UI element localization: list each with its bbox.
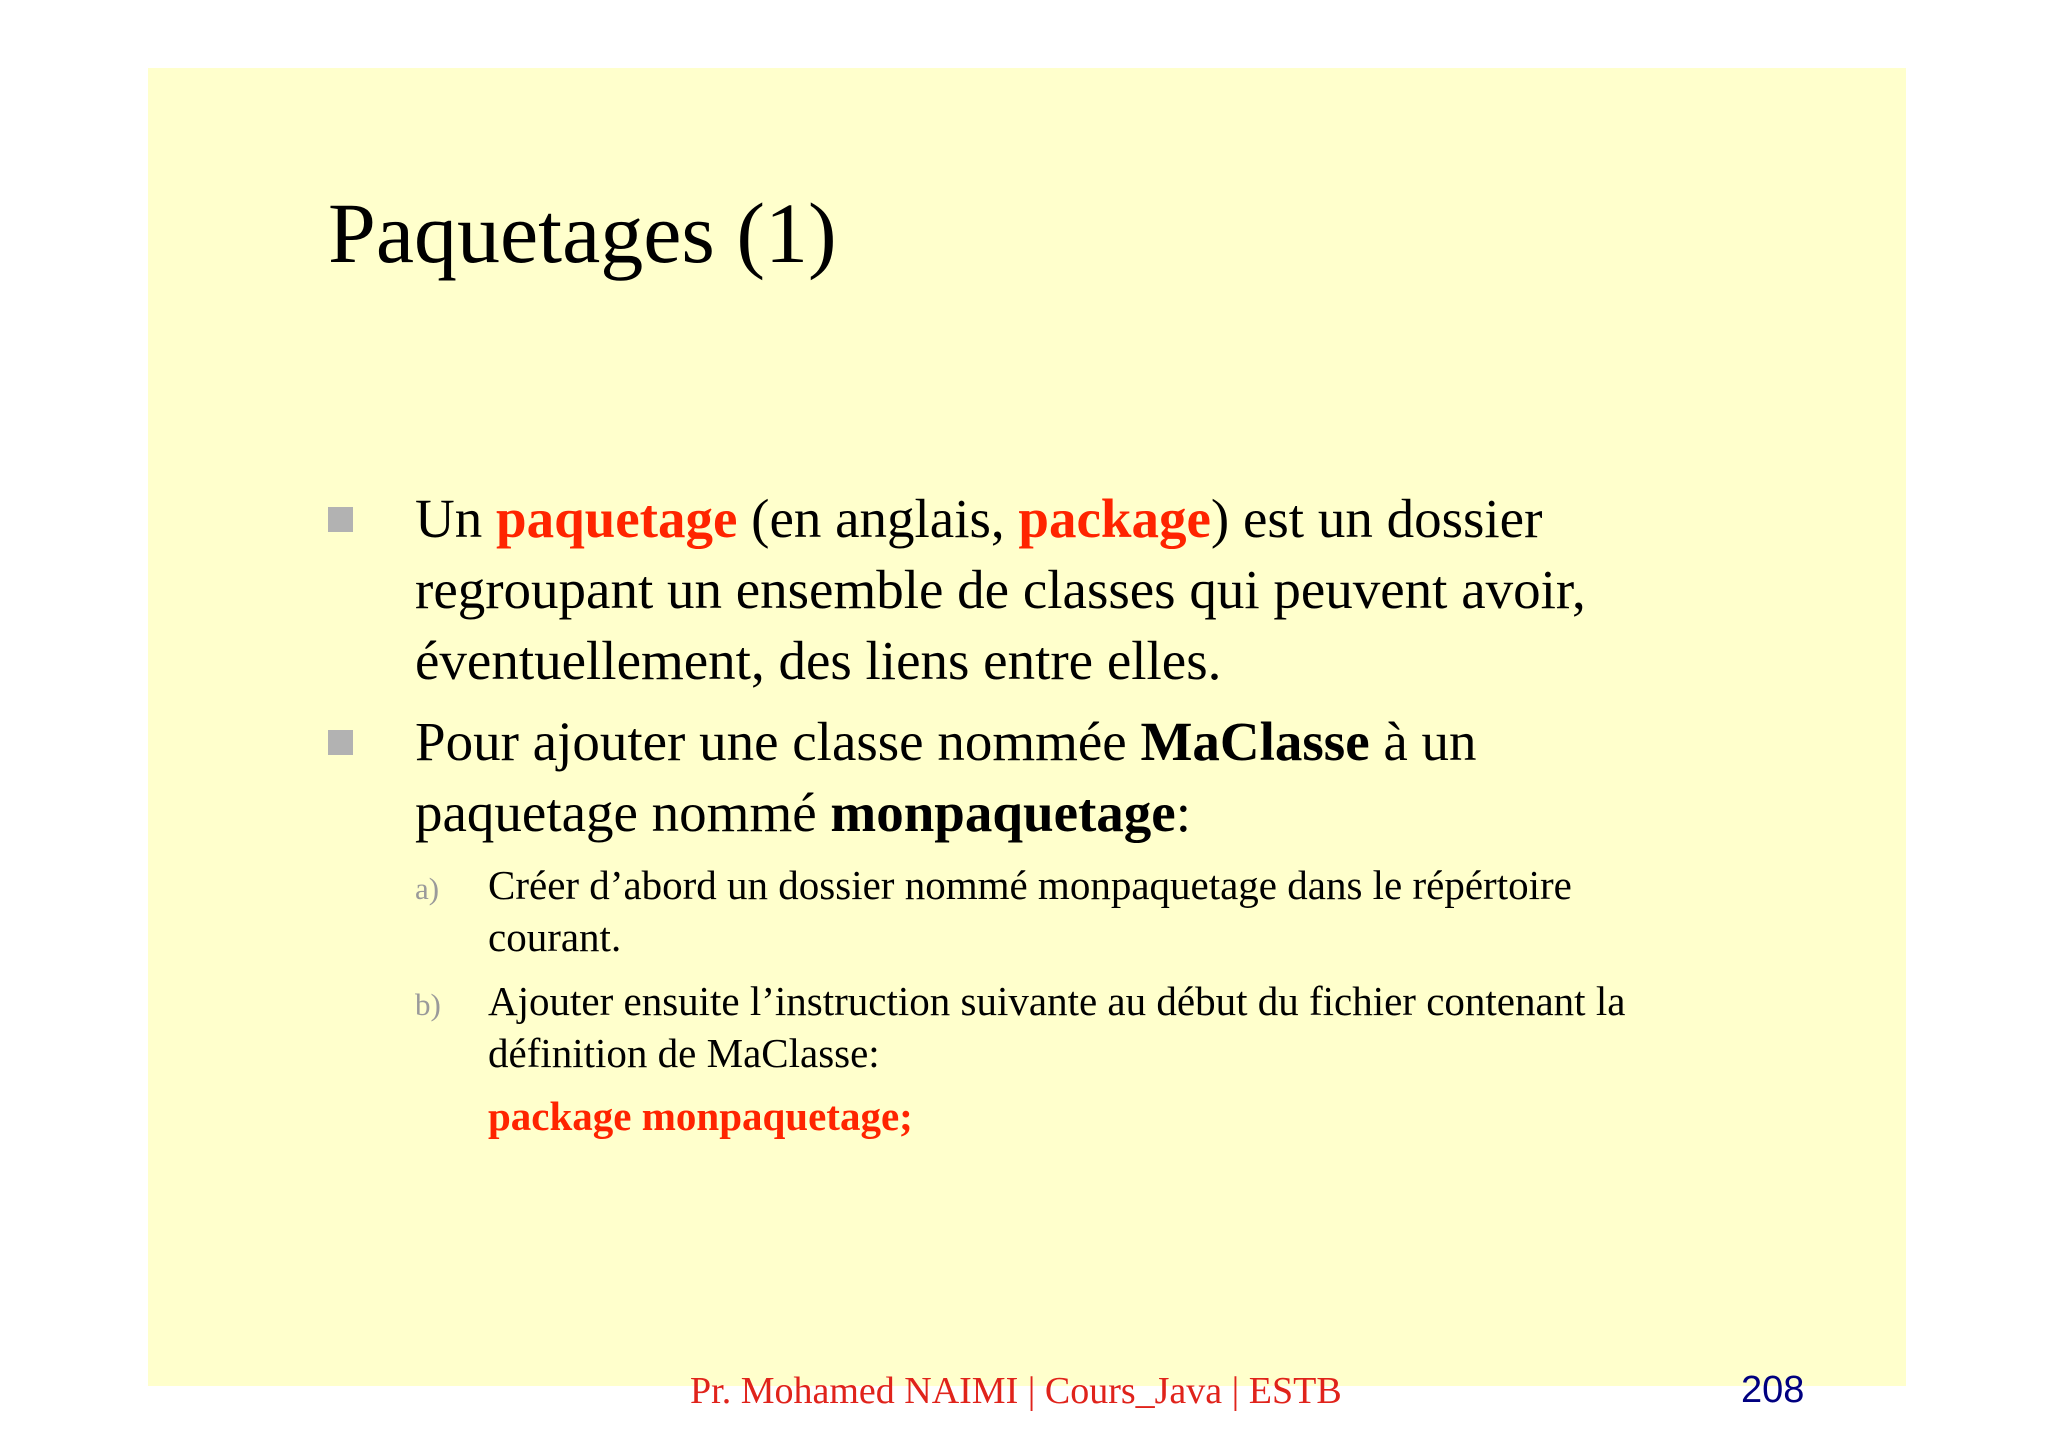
- text-span: (en anglais,: [737, 488, 1019, 549]
- bullet-line: regroupant un ensemble de classes qui peuvent avoir,: [415, 559, 1586, 620]
- text-span: :: [1175, 782, 1191, 843]
- bullet-line: [415, 483, 1586, 554]
- text-span: paquetage nommé: [415, 782, 831, 843]
- sub-item-line: Créer d’abord un dossier nommé monpaquetage dans le répértoire: [488, 862, 1572, 908]
- text-span: Un: [415, 488, 496, 549]
- page-number: 208: [1741, 1369, 1805, 1411]
- sub-item-line: Ajouter ensuite l’instruction suivante au début du fichier contenant la: [488, 978, 1626, 1024]
- bullet-line: éventuellement, des liens entre elles.: [415, 630, 1222, 691]
- highlight-term: paquetage: [495, 488, 738, 549]
- sub-item-text: [488, 975, 1625, 1079]
- highlight-term: package: [1018, 488, 1211, 549]
- text-span: Pour ajouter une classe nommée: [415, 711, 1141, 772]
- bold-term: monpaquetage: [830, 782, 1176, 843]
- bullet-line: [415, 777, 1477, 848]
- bullet-text: [415, 483, 1586, 696]
- sub-item-marker: b): [415, 987, 441, 1022]
- code-statement: package monpaquetage;: [488, 1093, 913, 1139]
- text-span: à un: [1369, 711, 1477, 772]
- square-bullet-icon: [328, 730, 353, 755]
- sub-item-text: [488, 859, 1572, 963]
- bold-term: MaClasse: [1140, 711, 1370, 772]
- sub-item-line: définition de MaClasse:: [488, 1030, 880, 1076]
- slide-title: Paquetages (1): [328, 185, 837, 281]
- bullet-text: [415, 706, 1477, 848]
- slide-footer: Pr. Mohamed NAIMI | Cours_Java | ESTB: [690, 1370, 1342, 1412]
- bullet-line: [415, 706, 1477, 777]
- slide: [148, 68, 1906, 1412]
- sub-item-marker: a): [415, 871, 440, 906]
- square-bullet-icon: [328, 507, 353, 532]
- text-span: ) est un dossier: [1210, 488, 1543, 549]
- sub-item-line: courant.: [488, 914, 622, 960]
